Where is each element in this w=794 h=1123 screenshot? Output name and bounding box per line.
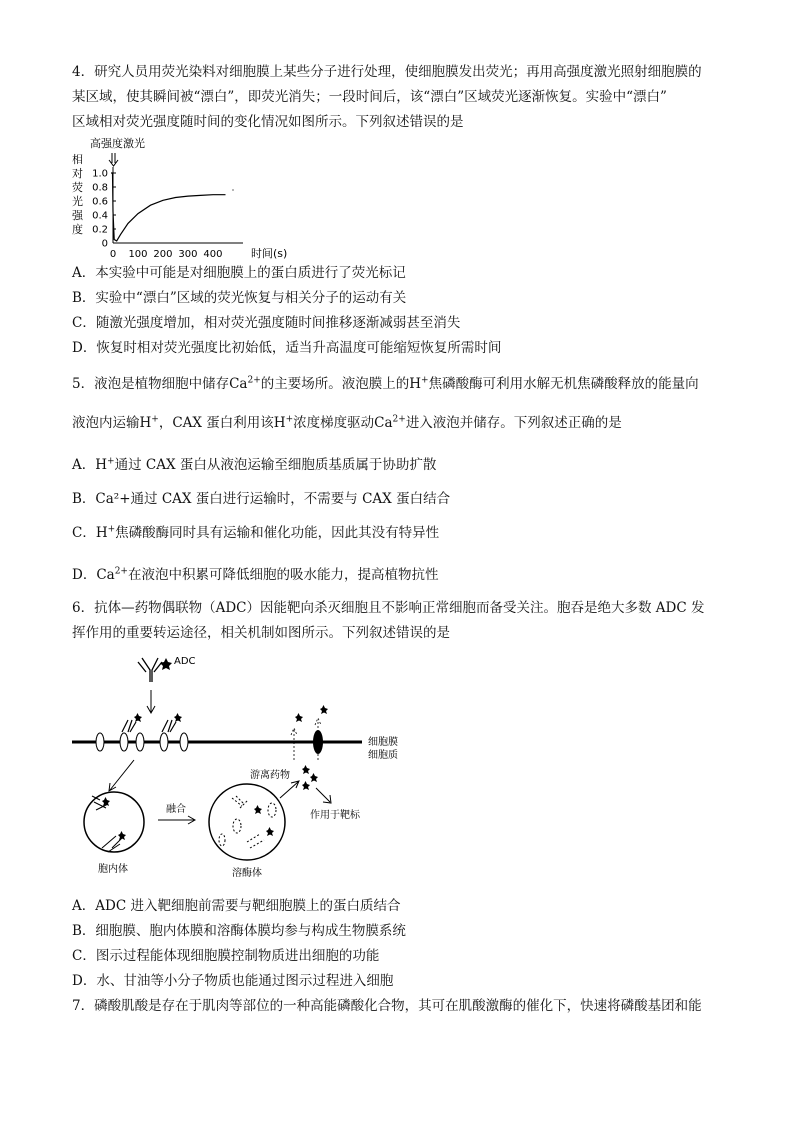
q7-stem-line-1: 7．磷酸肌酸是存在于肌肉等部位的一种高能磷酸化合物，其可在肌酸激酶的催化下，快速将磷酸基团和能 bbox=[72, 998, 702, 1014]
q6-option-c: C．图示过程能体现细胞膜控制物质进出细胞的功能 bbox=[72, 948, 380, 964]
stray-dot bbox=[232, 189, 233, 190]
q5-option-text: 在液泡中积累可降低细胞的吸水能力，提高植物抗性 bbox=[127, 567, 439, 583]
superscript: + bbox=[421, 375, 429, 386]
x-tick-label: 0 bbox=[109, 249, 117, 260]
q4-option-a: A．本实验中可能是对细胞膜上的蛋白质进行了荧光标记 bbox=[72, 265, 406, 281]
ylabel-char: 度 bbox=[72, 223, 83, 236]
q6-stem-line-1: 6．抗体—药物偶联物（ADC）因能靶向杀灭细胞且不影响正常细胞而备受关注。胞吞是绝大多数 ADC 发 bbox=[72, 600, 705, 616]
x-tick-label: 200 bbox=[153, 249, 173, 260]
q4-option-d: D．恢复时相对荧光强度比初始低，适当升高温度可能缩短恢复所需时间 bbox=[72, 340, 502, 356]
q4-stem-line-1: 4．研究人员用荧光染料对细胞膜上某些分子进行处理，使细胞膜发出荧光；再用高强度激光照射细胞膜的 bbox=[72, 64, 702, 80]
drug-star-icon bbox=[320, 705, 328, 714]
q5-stem-text: 5．液泡是植物细胞中储存Ca bbox=[72, 376, 248, 392]
superscript: 2+ bbox=[114, 566, 128, 577]
q6-option-d: D．水、甘油等小分子物质也能通过图示过程进入细胞 bbox=[72, 973, 394, 989]
drug-star-icon bbox=[266, 827, 274, 836]
target-label: 作用于靶标 bbox=[310, 810, 360, 821]
ylabel-char: 荧 bbox=[72, 181, 83, 194]
ylabel-char: 强 bbox=[72, 209, 83, 222]
q6-stem-line-2: 挥作用的重要转运途径，相关机制如图所示。下列叙述错误的是 bbox=[72, 625, 450, 641]
q5-option-text: D．Ca bbox=[72, 567, 115, 583]
adc-label: ADC bbox=[174, 656, 196, 667]
drug-star-icon bbox=[310, 773, 318, 782]
chart-xlabel: 时间(s) bbox=[251, 247, 288, 260]
receptor bbox=[136, 733, 144, 751]
q5-stem-text: ，CAX 蛋白利用该H bbox=[158, 415, 286, 431]
superscript: 2+ bbox=[392, 414, 406, 425]
ylabel-char: 相 bbox=[72, 153, 83, 166]
q5-stem-line-2 bbox=[72, 414, 622, 432]
arrow-to-endosome-icon bbox=[109, 760, 134, 791]
q6-option-a: A．ADC 进入靶细胞前需要与靶细胞膜上的蛋白质结合 bbox=[72, 898, 401, 914]
q5-option-text: A．H bbox=[72, 457, 108, 473]
q5-option-a bbox=[72, 456, 436, 474]
ylabel-group bbox=[72, 152, 84, 236]
q4-option-c: C．随激光强度增加，相对荧光强度随时间推移逐渐减弱甚至消失 bbox=[72, 315, 461, 331]
drug-star-icon bbox=[302, 765, 310, 774]
receptor bbox=[160, 733, 168, 751]
membrane-label: 细胞膜 bbox=[368, 737, 398, 748]
superscript: + bbox=[151, 414, 159, 425]
fusion-arrow-icon bbox=[158, 816, 195, 824]
drug-star-icon bbox=[295, 713, 303, 722]
series-line bbox=[111, 173, 226, 241]
bound-adc-icons bbox=[122, 713, 182, 732]
arrow-to-free-drug-icon bbox=[280, 781, 299, 798]
lysosome-contents bbox=[219, 796, 276, 848]
y-tick-label: 0.4 bbox=[92, 210, 108, 222]
free-drug-label: 游离药物 bbox=[250, 770, 290, 781]
x-tick-label: 400 bbox=[203, 249, 223, 260]
q5-stem-text: 浓度梯度驱动Ca bbox=[293, 415, 393, 431]
drug-star-icon bbox=[302, 781, 310, 790]
ylabel-char: 对 bbox=[72, 167, 83, 180]
cytoplasm-label: 细胞质 bbox=[368, 750, 398, 761]
q5-stem-line-1 bbox=[72, 375, 699, 393]
receptor bbox=[180, 733, 188, 751]
fluorescence-chart bbox=[68, 135, 368, 265]
q5-stem-text: 液泡内运输H bbox=[72, 415, 152, 431]
q5-stem-text: 的主要场所。液泡膜上的H bbox=[260, 376, 422, 392]
adc-diagram bbox=[72, 650, 452, 890]
q4-stem-line-2: 某区域，使其瞬间被“漂白”，即荧光消失；一段时间后，该“漂白”区域荧光逐渐恢复。实验中“漂白” bbox=[72, 89, 667, 105]
drug-star-icon bbox=[254, 805, 262, 814]
q5-stem-text: 焦磷酸酶可利用水解无机焦磷酸释放的能量向 bbox=[428, 376, 699, 392]
q5-option-text: 通过 CAX 蛋白从液泡运输至细胞质基质属于协助扩散 bbox=[114, 457, 437, 473]
fusion-label: 融合 bbox=[166, 804, 186, 815]
exit-arrow-icon bbox=[291, 728, 297, 760]
q5-stem-text: 进入液泡并储存。下列叙述正确的是 bbox=[405, 415, 622, 431]
q6-option-b: B．细胞膜、胞内体膜和溶酶体膜均参与构成生物膜系统 bbox=[72, 923, 406, 939]
superscript: + bbox=[285, 414, 294, 425]
chart-annotation: 高强度激光 bbox=[90, 137, 145, 150]
y-tick-label: 1.0 bbox=[92, 168, 108, 180]
y-tick-label: 0.6 bbox=[92, 196, 108, 208]
q5-option-b: B．Ca²+通过 CAX 蛋白进行运输时，不需要与 CAX 蛋白结合 bbox=[72, 491, 451, 507]
x-tick-label: 300 bbox=[178, 249, 198, 260]
superscript: 2+ bbox=[247, 375, 261, 386]
y-tick-label: 0.2 bbox=[92, 224, 108, 236]
lysosome-label: 溶酶体 bbox=[232, 868, 262, 879]
endosome-label: 胞内体 bbox=[98, 864, 128, 875]
superscript: + bbox=[107, 456, 115, 467]
adc-antibody-icon bbox=[138, 658, 172, 682]
arrow-to-target-icon bbox=[316, 788, 331, 803]
laser-arrow-icon bbox=[109, 153, 118, 166]
endosome-contents bbox=[92, 796, 126, 852]
membrane-channel bbox=[313, 730, 323, 754]
x-tick-label: 100 bbox=[128, 249, 148, 260]
y-tick-label: 0.8 bbox=[92, 182, 108, 194]
q5-option-c bbox=[72, 524, 439, 542]
axes bbox=[113, 167, 243, 243]
receptor bbox=[120, 733, 128, 751]
ylabel-char: 光 bbox=[72, 195, 83, 208]
y-tick-label: 0 bbox=[101, 238, 108, 250]
q4-stem-line-3: 区域相对荧光强度随时间的变化情况如图所示。下列叙述错误的是 bbox=[72, 114, 464, 130]
q4-option-b: B．实验中“漂白”区域的荧光恢复与相关分子的运动有关 bbox=[72, 290, 407, 306]
q5-option-text: 焦磷酸酶同时具有运输和催化功能，因此其没有特异性 bbox=[115, 525, 440, 541]
endosome bbox=[84, 792, 144, 852]
lysosome bbox=[209, 784, 285, 860]
q5-option-d bbox=[72, 566, 438, 584]
q5-option-text: C．H bbox=[72, 525, 108, 541]
superscript: + bbox=[107, 524, 116, 535]
arrow-down-icon bbox=[147, 690, 155, 713]
receptor bbox=[96, 733, 104, 751]
